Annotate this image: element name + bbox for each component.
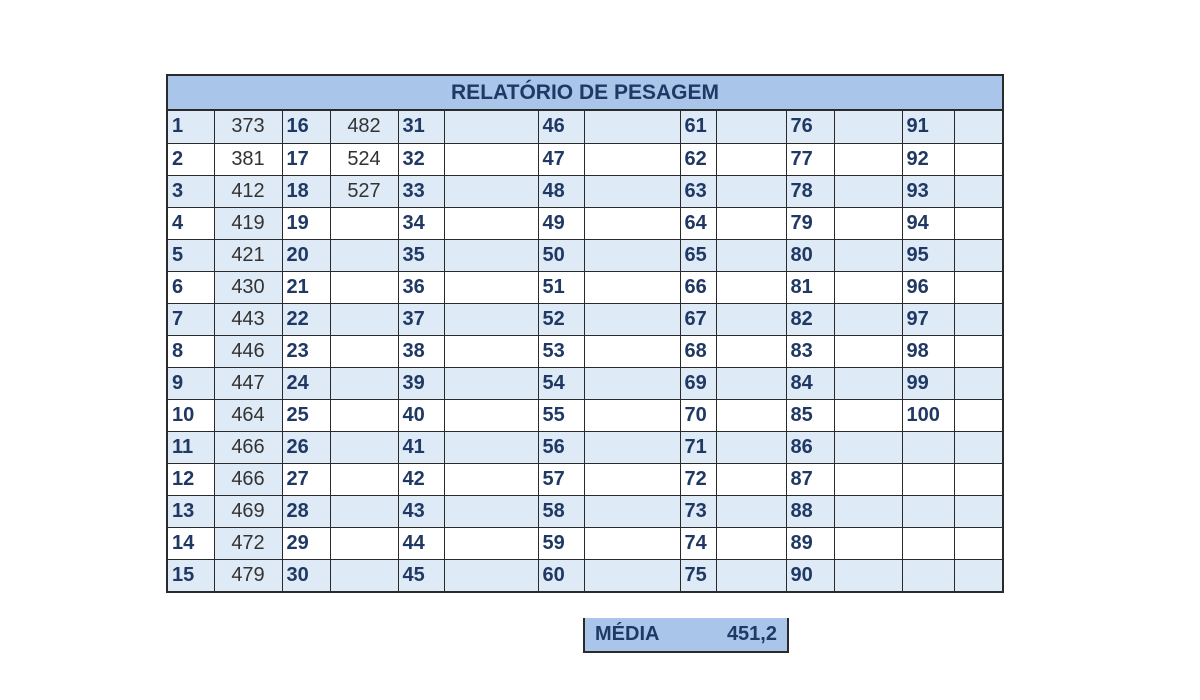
weight-value-cell [444,495,538,527]
weight-value-cell [834,399,902,431]
weight-value-cell [954,175,1002,207]
weight-value-cell: 479 [214,559,282,591]
weight-value-cell [444,399,538,431]
weight-value-cell [716,559,786,591]
entry-number-cell: 48 [538,175,584,207]
entry-number-cell: 68 [680,335,716,367]
entry-number-cell: 80 [786,239,834,271]
weighing-report [166,74,1004,593]
entry-number-cell [902,431,954,463]
weight-value-cell [330,271,398,303]
weight-value-cell [954,207,1002,239]
weight-value-cell [444,175,538,207]
weight-value-cell [584,399,680,431]
weight-value-cell [834,527,902,559]
entry-number-cell: 32 [398,143,444,175]
entry-number-cell: 15 [168,559,214,591]
weight-value-cell: 524 [330,143,398,175]
weight-value-cell [834,367,902,399]
weight-value-cell [834,271,902,303]
weight-value-cell: 446 [214,335,282,367]
weight-value-cell: 381 [214,143,282,175]
entry-number-cell: 7 [168,303,214,335]
average-value: 451,2 [726,623,777,645]
weight-value-cell [330,303,398,335]
entry-number-cell: 6 [168,271,214,303]
weight-value-cell [834,239,902,271]
entry-number-cell: 54 [538,367,584,399]
entry-number-cell: 62 [680,143,716,175]
entry-number-cell: 79 [786,207,834,239]
weight-value-cell [954,495,1002,527]
entry-number-cell: 23 [282,335,330,367]
weight-value-cell [954,335,1002,367]
weight-value-cell [330,527,398,559]
entry-number-cell: 64 [680,207,716,239]
weight-value-cell [444,367,538,399]
weight-value-cell [716,175,786,207]
entry-number-cell: 27 [282,463,330,495]
entry-number-cell: 20 [282,239,330,271]
entry-number-cell: 75 [680,559,716,591]
weight-value-cell [954,527,1002,559]
entry-number-cell: 22 [282,303,330,335]
weight-value-cell: 466 [214,463,282,495]
entry-number-cell: 81 [786,271,834,303]
table-row [168,463,1002,495]
entry-number-cell: 36 [398,271,444,303]
entry-number-cell: 33 [398,175,444,207]
entry-number-cell: 42 [398,463,444,495]
weight-value-cell [954,367,1002,399]
entry-number-cell: 92 [902,143,954,175]
entry-number-cell: 99 [902,367,954,399]
entry-number-cell [902,559,954,591]
entry-number-cell: 71 [680,431,716,463]
weight-value-cell [716,335,786,367]
weight-value-cell [716,431,786,463]
weight-value-cell [954,143,1002,175]
entry-number-cell: 44 [398,527,444,559]
weight-value-cell [954,463,1002,495]
weight-value-cell [834,431,902,463]
entry-number-cell: 3 [168,175,214,207]
weight-value-cell [716,303,786,335]
entry-number-cell: 39 [398,367,444,399]
weight-value-cell [716,207,786,239]
weight-value-cell [584,207,680,239]
average-label: MÉDIA [595,623,660,645]
weight-value-cell: 527 [330,175,398,207]
entry-number-cell [902,463,954,495]
entry-number-cell: 69 [680,367,716,399]
entry-number-cell: 56 [538,431,584,463]
entry-number-cell: 60 [538,559,584,591]
entry-number-cell: 41 [398,431,444,463]
weight-value-cell [834,303,902,335]
entry-number-cell: 9 [168,367,214,399]
weight-value-cell [716,367,786,399]
entry-number-cell: 25 [282,399,330,431]
table-row [168,303,1002,335]
weight-value-cell [444,207,538,239]
weight-value-cell [716,143,786,175]
table-row [168,111,1002,143]
weight-value-cell [834,495,902,527]
weight-value-cell [444,463,538,495]
weight-value-cell [444,431,538,463]
entry-number-cell: 2 [168,143,214,175]
weight-value-cell: 472 [214,527,282,559]
weight-value-cell [584,367,680,399]
weight-value-cell [954,239,1002,271]
weight-value-cell [584,527,680,559]
weight-value-cell [444,559,538,591]
weight-value-cell [584,271,680,303]
weight-value-cell [584,335,680,367]
weight-value-cell [716,111,786,143]
entry-number-cell: 77 [786,143,834,175]
entry-number-cell: 91 [902,111,954,143]
entry-number-cell: 16 [282,111,330,143]
entry-number-cell: 40 [398,399,444,431]
weight-value-cell [584,431,680,463]
entry-number-cell: 93 [902,175,954,207]
entry-number-cell: 84 [786,367,834,399]
entry-number-cell: 38 [398,335,444,367]
entry-number-cell: 98 [902,335,954,367]
weight-value-cell [444,143,538,175]
weight-value-cell [584,111,680,143]
weight-value-cell [330,495,398,527]
entry-number-cell: 4 [168,207,214,239]
entry-number-cell: 37 [398,303,444,335]
entry-number-cell: 31 [398,111,444,143]
weight-value-cell [584,463,680,495]
entry-number-cell: 35 [398,239,444,271]
entry-number-cell: 66 [680,271,716,303]
weight-value-cell [954,431,1002,463]
weight-value-cell [834,335,902,367]
entry-number-cell: 43 [398,495,444,527]
entry-number-cell: 45 [398,559,444,591]
weight-value-cell [834,463,902,495]
entry-number-cell: 85 [786,399,834,431]
weight-value-cell: 482 [330,111,398,143]
weight-value-cell [444,111,538,143]
weight-value-cell: 443 [214,303,282,335]
entry-number-cell: 97 [902,303,954,335]
weight-value-cell [444,335,538,367]
entry-number-cell: 5 [168,239,214,271]
entry-number-cell: 11 [168,431,214,463]
weight-value-cell [954,271,1002,303]
table-row [168,271,1002,303]
weight-value-cell [330,367,398,399]
weight-value-cell: 421 [214,239,282,271]
entry-number-cell: 49 [538,207,584,239]
table-row [168,207,1002,239]
entry-number-cell: 94 [902,207,954,239]
weight-value-cell [954,559,1002,591]
weight-value-cell [716,271,786,303]
table-row [168,175,1002,207]
entry-number-cell: 34 [398,207,444,239]
entry-number-cell: 18 [282,175,330,207]
weight-value-cell [330,463,398,495]
weight-value-cell: 447 [214,367,282,399]
table-row [168,559,1002,591]
entry-number-cell: 46 [538,111,584,143]
weight-value-cell: 412 [214,175,282,207]
weight-value-cell: 464 [214,399,282,431]
entry-number-cell: 65 [680,239,716,271]
weight-value-cell [444,527,538,559]
entry-number-cell: 10 [168,399,214,431]
entry-number-cell: 61 [680,111,716,143]
weight-value-cell [834,559,902,591]
average-box [583,618,789,653]
weight-value-cell [716,463,786,495]
weight-value-cell [834,143,902,175]
weight-value-cell [330,559,398,591]
entry-number-cell: 1 [168,111,214,143]
weight-value-cell [834,175,902,207]
weight-value-cell [330,431,398,463]
entry-number-cell: 70 [680,399,716,431]
weight-value-cell [444,303,538,335]
entry-number-cell: 58 [538,495,584,527]
table-row [168,335,1002,367]
weight-value-cell [330,399,398,431]
entry-number-cell: 100 [902,399,954,431]
entry-number-cell: 88 [786,495,834,527]
entry-number-cell: 8 [168,335,214,367]
report-title: RELATÓRIO DE PESAGEM [168,76,1002,111]
entry-number-cell [902,495,954,527]
entry-number-cell: 29 [282,527,330,559]
entry-number-cell: 12 [168,463,214,495]
entry-number-cell: 82 [786,303,834,335]
entry-number-cell: 83 [786,335,834,367]
entry-number-cell: 72 [680,463,716,495]
weight-value-cell [954,399,1002,431]
weight-value-cell [716,495,786,527]
entry-number-cell: 24 [282,367,330,399]
table-row [168,431,1002,463]
weight-value-cell [330,239,398,271]
entry-number-cell: 89 [786,527,834,559]
weight-value-cell: 469 [214,495,282,527]
weight-value-cell: 466 [214,431,282,463]
entry-number-cell: 26 [282,431,330,463]
entry-number-cell: 87 [786,463,834,495]
weight-value-cell [584,143,680,175]
weight-value-cell [330,335,398,367]
weight-value-cell: 430 [214,271,282,303]
entry-number-cell: 53 [538,335,584,367]
weight-value-cell [954,303,1002,335]
weight-value-cell [444,239,538,271]
entry-number-cell: 76 [786,111,834,143]
weight-value-cell [584,175,680,207]
weight-value-cell [834,207,902,239]
entry-number-cell: 14 [168,527,214,559]
entry-number-cell [902,527,954,559]
entry-number-cell: 51 [538,271,584,303]
weighing-table [168,111,1002,591]
entry-number-cell: 74 [680,527,716,559]
entry-number-cell: 28 [282,495,330,527]
entry-number-cell: 78 [786,175,834,207]
table-row [168,495,1002,527]
entry-number-cell: 50 [538,239,584,271]
weight-value-cell [584,239,680,271]
weight-value-cell [716,239,786,271]
table-row [168,239,1002,271]
entry-number-cell: 95 [902,239,954,271]
table-row [168,527,1002,559]
weight-value-cell [834,111,902,143]
entry-number-cell: 96 [902,271,954,303]
table-row [168,367,1002,399]
entry-number-cell: 63 [680,175,716,207]
entry-number-cell: 21 [282,271,330,303]
entry-number-cell: 57 [538,463,584,495]
weight-value-cell: 373 [214,111,282,143]
weight-value-cell [716,527,786,559]
weight-value-cell [954,111,1002,143]
weight-value-cell [584,495,680,527]
entry-number-cell: 73 [680,495,716,527]
entry-number-cell: 86 [786,431,834,463]
weight-value-cell [330,207,398,239]
weight-value-cell [716,399,786,431]
entry-number-cell: 55 [538,399,584,431]
entry-number-cell: 30 [282,559,330,591]
entry-number-cell: 90 [786,559,834,591]
entry-number-cell: 59 [538,527,584,559]
entry-number-cell: 13 [168,495,214,527]
entry-number-cell: 19 [282,207,330,239]
entry-number-cell: 17 [282,143,330,175]
table-row [168,399,1002,431]
weight-value-cell [584,559,680,591]
table-row [168,143,1002,175]
weight-value-cell [444,271,538,303]
weight-value-cell: 419 [214,207,282,239]
weight-value-cell [584,303,680,335]
entry-number-cell: 67 [680,303,716,335]
entry-number-cell: 52 [538,303,584,335]
entry-number-cell: 47 [538,143,584,175]
